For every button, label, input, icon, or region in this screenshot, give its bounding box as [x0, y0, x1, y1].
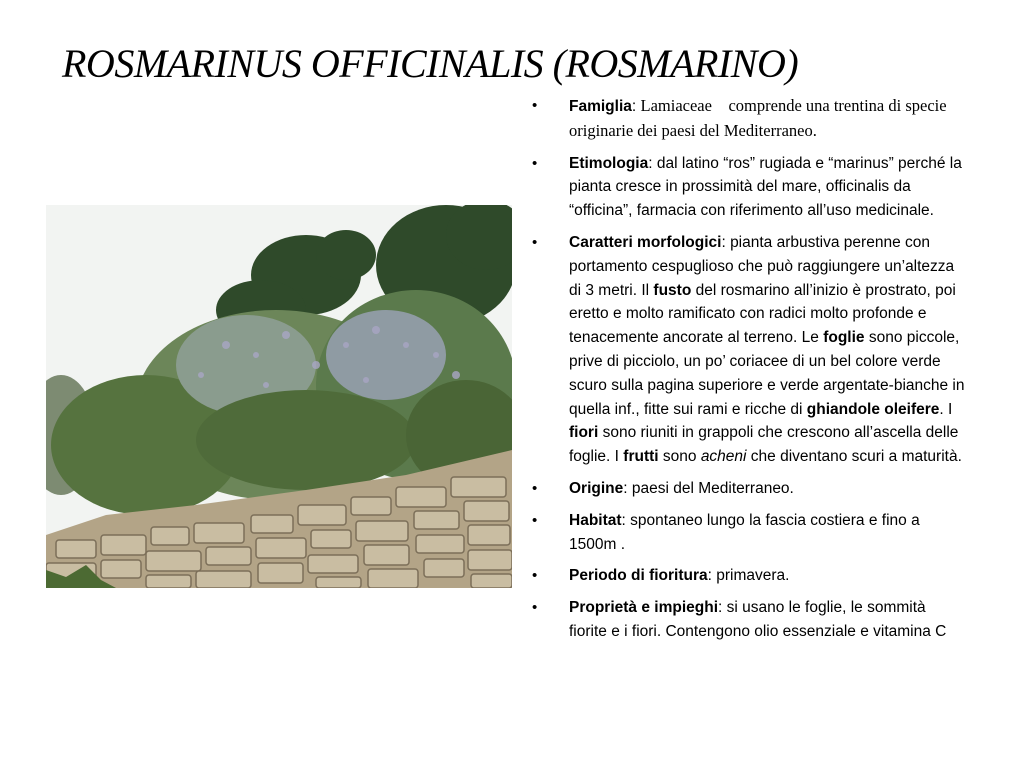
bullet-dot: •: [532, 233, 538, 251]
ghiandole-term: ghiandole oleifere: [806, 400, 940, 418]
caratteri-text-4: . I: [939, 400, 953, 418]
caratteri-text-3: sono piccole, prive di picciolo, un po’ coriacee di un bel colore verde scuro sulla pagina superiore e verde argentate-bianche in quella inf., fitte sui rami e ricche di: [569, 329, 965, 418]
bullet-famiglia: [530, 94, 966, 144]
famiglia-value: Lamiaceae: [640, 96, 712, 115]
bullet-periodo-fioritura: [530, 564, 966, 588]
proprieta-text: : si usano le foglie, le sommità fiorite e i fiori. Contengono olio essenziale e vitamina C: [569, 599, 947, 640]
fiori-term: fiori: [569, 424, 599, 442]
famiglia-sep: :: [631, 98, 641, 115]
etimologia-text: : dal latino “ros” rugiada e “marinus” perché la pianta cresce in prossimità del mare, officinalis da “officina”, farmacia con riferimento all’uso medicinale.: [569, 154, 962, 220]
bullet-origine: [530, 477, 966, 501]
bullet-habitat: [530, 509, 966, 557]
famiglia-label: Famiglia: [569, 98, 632, 115]
famiglia-text: comprende una trentina di specie originarie dei paesi del Mediterraneo.: [569, 96, 951, 140]
habitat-text: : spontaneo lungo la fascia costiera e fino a 1500m .: [569, 511, 920, 553]
bullet-etimologia: [530, 152, 966, 223]
bullet-dot: •: [532, 567, 538, 585]
caratteri-text-5: sono riuniti in grappoli che crescono all’ascella delle foglie. I: [569, 424, 959, 466]
caratteri-label: Caratteri morfologici: [569, 233, 722, 251]
frutti-term: frutti: [623, 448, 659, 466]
origine-label: Origine: [569, 479, 624, 497]
bullet-caratteri-morfologici: [530, 231, 966, 469]
bullet-dot: •: [532, 511, 538, 529]
origine-text: : paesi del Mediterraneo.: [623, 479, 794, 497]
bullet-proprieta-impieghi: [530, 596, 966, 644]
slide-title: ROSMARINUS OFFICINALIS (ROSMARINO): [62, 41, 799, 86]
fioritura-label: Periodo di fioritura: [569, 567, 708, 585]
caratteri-text-6: sono: [658, 448, 701, 466]
caratteri-text-7: che diventano scuri a maturità.: [746, 448, 962, 466]
etimologia-label: Etimologia: [569, 154, 649, 172]
fioritura-text: : primavera.: [707, 567, 790, 585]
foglie-term: foglie: [823, 329, 865, 347]
caratteri-text-2: del rosmarino all’inizio è prostrato, poi eretto e molto ramificato con radici molto profonde e tenacemente ancorate al terreno. Le: [569, 281, 956, 347]
bullet-dot: •: [532, 479, 538, 497]
habitat-label: Habitat: [569, 511, 622, 529]
bullet-dot: •: [532, 97, 538, 114]
proprieta-label: Proprietà e impieghi: [569, 599, 719, 617]
info-bullet-list: [530, 94, 966, 652]
acheni-term: acheni: [700, 448, 747, 466]
caratteri-text-1: : pianta arbustiva perenne con portamento cespuglioso che può raggiungere un’altezza di 3 metri. Il: [569, 233, 955, 299]
rosemary-photo: [46, 205, 512, 588]
fusto-term: fusto: [653, 281, 692, 299]
bullet-dot: •: [532, 599, 538, 617]
bullet-dot: •: [532, 154, 538, 172]
